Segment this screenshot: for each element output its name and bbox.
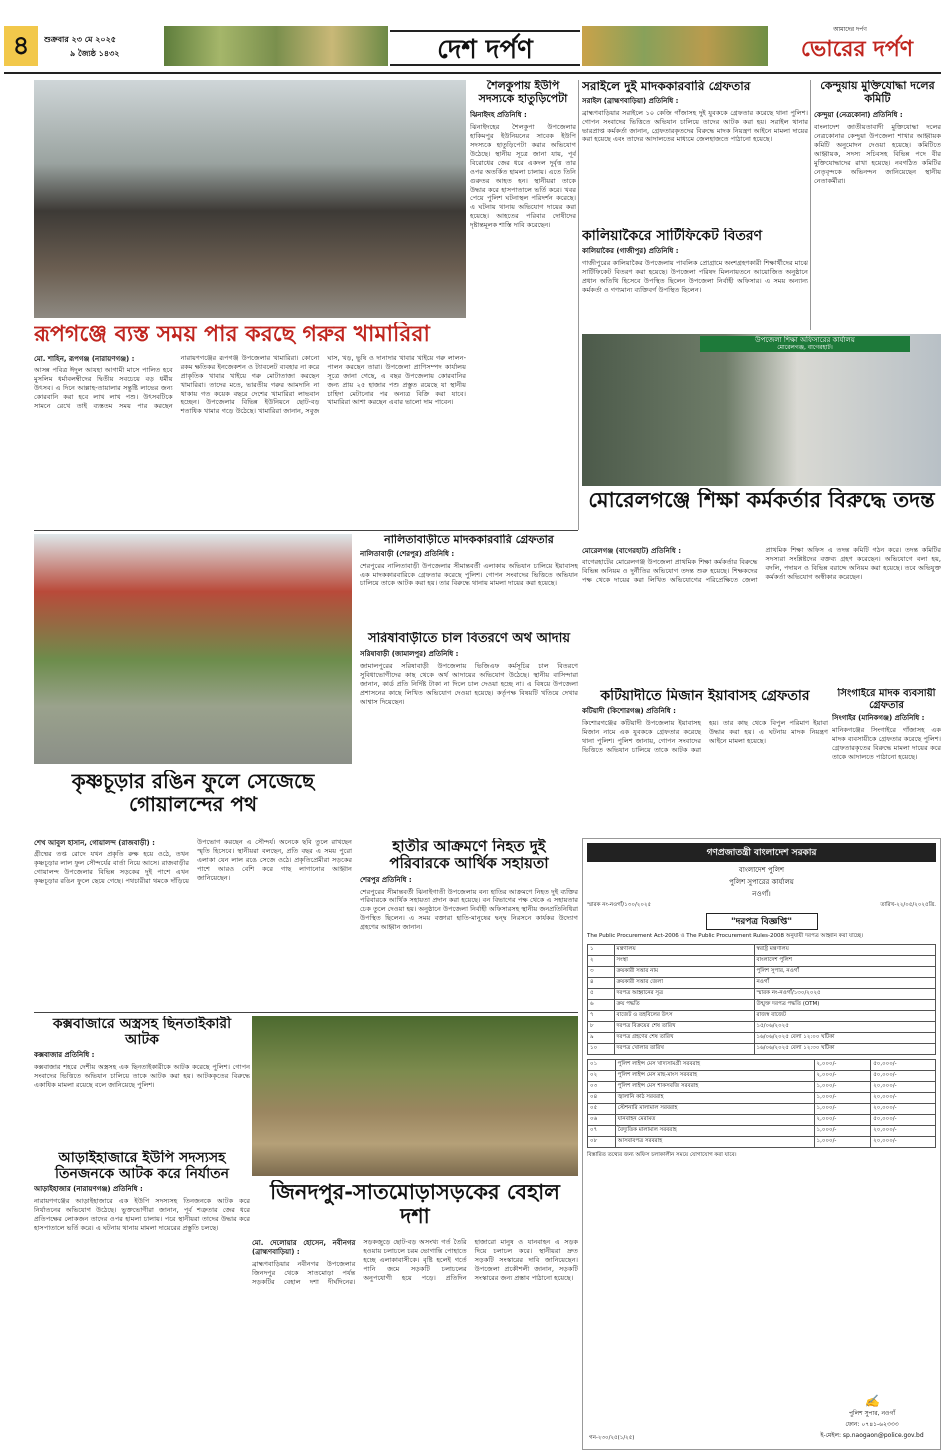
tender-info-table: [587, 944, 936, 1055]
tender-cell: ২,০০০/-: [814, 1115, 871, 1126]
tender-cell: ০৫: [588, 1104, 616, 1115]
road-story: [252, 1238, 578, 1450]
tender-cell: রাজস্ব বাজেট: [754, 1011, 935, 1022]
sarail-body: ব্রাহ্মণবাড়িয়ার সরাইলে ১০ কেজি গাঁজাসহ দুই যুবককে গ্রেফতার করেছে থানা পুলিশ। গোপন সংবাদের ভিত্তিতে অভিযান চালিয়ে তাদের আটক করা হয়। সরাইল থানার ভারপ্রাপ্ত কর্মকর্তা জানান, গ্রেফতারকৃতদের বিরুদ্ধে মাদক নিয়ন্ত্রণ আইনে মামলা দায়ের করা হয়েছে এবং তাদের আদালতের মাধ্যমে জেলহাজতে পাঠানো হয়েছে।: [582, 108, 808, 144]
upmember-story: [470, 80, 576, 530]
sarishabari-headline: সরিষাবাড়ীতে চাল বিতরণে অর্থ আদায়: [368, 632, 570, 646]
masthead-rule: [4, 72, 941, 74]
tender-cell: ২০,০০০/-: [871, 1082, 936, 1093]
sarishabari-byline: সরিষাবাড়ী (জামালপুর) প্রতিনিধি :: [360, 649, 459, 658]
tender-cell: নওগাঁ: [754, 978, 935, 989]
signature-mark: ✍: [864, 1394, 880, 1408]
tender-cell: যানবাহন মেরামত: [615, 1115, 814, 1126]
tender-footer-note: বিস্তারিত তথ্যের জন্য অফিস চলাকালীন সময়ে যোগাযোগ করা যাবে।: [587, 1152, 737, 1158]
tender-cell: দরপত্র আহ্বানের সূত্র: [614, 989, 754, 1000]
tender-signatory: পুলিশ সুপার, নওগাঁ: [848, 1410, 896, 1417]
katiadi-body: কিশোরগঞ্জের কটিয়াদী উপজেলায় ইয়াবাসহ মিজান নামে এক যুবককে গ্রেফতার করেছে থানা পুলিশ। পুলিশ জানায়, গোপন সংবাদের ভিত্তিতে অভিযান চালিয়ে তাকে আটক করা হয়। তার কাছ থেকে বিপুল পরিমাণ ইয়াবা উদ্ধার করা হয়। এ ঘটনায় মাদক নিয়ন্ত্রণ আইনে মামলা হয়েছে।: [582, 719, 828, 754]
kaliakoir-body: গাজীপুরের কালিয়াকৈর উপজেলায় পাবলিক প্রোগ্রামে অংশগ্রহণকারী শিক্ষার্থীদের মাঝে সার্টিফিকেট বিতরণ করা হয়েছে। উপজেলা পরিষদ মিলনায়তনে আয়োজিত অনুষ্ঠানে প্রধান অতিথি হিসেবে উপস্থিত ছিলেন উপজেলা নির্বাহী অফিসার। এ সময় অন্যান্য কর্মকর্তা ও গণ্যমান্য ব্যক্তিবর্গ উপস্থিত ছিলেন।: [582, 259, 808, 294]
tender-row: [588, 1000, 936, 1011]
sarishabari-body: জামালপুরের সরিষাবাড়ী উপজেলায় ভিজিএফ কর্মসূচির চাল বিতরণে সুবিধাভোগীদের কাছ থেকে অর্থ আদায়ের অভিযোগ উঠেছে। স্থানীয় বাসিন্দারা জানান, কার্ড প্রতি নির্দিষ্ট টাকা না দিলে চাল দেওয়া হচ্ছে না। এ বিষয়ে উপজেলা প্রশাসনের কাছে লিখিত অভিযোগ দেওয়া হয়েছে। কর্তৃপক্ষ বিষয়টি খতিয়ে দেখার আশ্বাস দিয়েছেন।: [360, 661, 578, 706]
tender-sub3: নওগাঁ।: [752, 890, 771, 898]
tender-cell: সংস্থা: [614, 956, 754, 967]
tender-cell: ৬: [588, 1000, 615, 1011]
office-sign-subtext: মোরেলগঞ্জ, বাগেরহাট।: [777, 344, 833, 351]
upmember-byline: ঝিনাইদহ প্রতিনিধি :: [470, 111, 527, 120]
singair-headline: সিংগাইরে মাদক ব্যবসায়ী গ্রেফতার: [837, 688, 936, 711]
tender-cell: পুলিশ সুপার, নওগাঁ: [754, 967, 935, 978]
coxsbazar-story: [34, 1016, 250, 1146]
katiadi-story: [582, 688, 828, 836]
tender-cell: ১০: [588, 1044, 615, 1055]
coxsbazar-byline: কক্সবাজার প্রতিনিধি :: [34, 1051, 95, 1060]
tender-cell: পুলিশ লাইন্স মেস শাকসবজি সরবরাহ: [615, 1082, 814, 1093]
divider-v2: [810, 80, 811, 330]
tender-row: [588, 1060, 936, 1071]
office-sign: [700, 336, 910, 352]
tender-cell: দরপত্র খোলার তারিখ: [614, 1044, 754, 1055]
tender-cell: ৭: [588, 1011, 615, 1022]
tender-cell: দরপত্র গ্রহণের শেষ তারিখ: [614, 1033, 754, 1044]
tender-row: [588, 1104, 936, 1115]
nalitabari-byline: নালিতাবাড়ী (শেরপুর) প্রতিনিধি :: [360, 549, 455, 558]
tender-header: গণপ্রজাতন্ত্রী বাংলাদেশ সরকার: [587, 843, 936, 862]
tender-cell: মন্ত্রণালয়: [614, 945, 754, 956]
tender-cell: ৩: [588, 967, 615, 978]
tender-cell: ৪: [588, 978, 615, 989]
tender-cell: পুলিশ লাইন্স মেস খাদ্যসামগ্রী সরবরাহ: [615, 1060, 814, 1071]
krishnachura-byline: শেখ আবুল হাসান, গোয়ালন্দ (রাজবাড়ী) :: [34, 839, 155, 847]
tender-cell: ৮: [588, 1022, 615, 1033]
tender-cell: ১,০০০/-: [814, 1082, 871, 1093]
tender-email: ই-মেইল: sp.naogaon@police.gov.bd: [820, 1432, 924, 1439]
elephant-story: [360, 838, 578, 1010]
road-body: ব্রাহ্মণবাড়িয়ার নবীনগর উপজেলার জিনদপুর থেকে সাতমোড়া পর্যন্ত সড়কটির বেহাল দশা দীর্ঘদিনের। সড়কজুড়ে ছোট-বড় অসংখ্য গর্ত তৈরি হওয়ায় চলাচলে চরম ভোগান্তি পোহাতে হচ্ছে এলাকাবাসীকে। বৃষ্টি হলেই গর্তে পানি জমে সড়কটি চলাচলের অনুপযোগী হয়ে পড়ে। প্রতিদিন হাজারো মানুষ ও যানবাহন এ সড়ক দিয়ে চলাচল করে। স্থানীয়রা দ্রুত সড়কটি সংস্কারের দাবি জানিয়েছেন। উপজেলা প্রকৌশলী জানান, সড়কটি সংস্কারের জন্য প্রস্তাব পাঠানো হয়েছে।: [252, 1238, 578, 1286]
date-line-1: শুক্রবার ২৩ মে ২০২৫: [44, 35, 116, 44]
tender-cell: পুলিশ লাইন্স মেস মাছ-মাংস সরবরাহ: [615, 1071, 814, 1082]
road-byline: মো. দেলোয়ার হোসেন, নবীনগর (ব্রাহ্মণবাড়িয়া) :: [252, 1239, 356, 1257]
tender-cell: ৯: [588, 1033, 615, 1044]
paper-tagline: আমাদের দর্পণ: [833, 26, 867, 33]
tender-cell: স্মারক নং-নওগাঁ/১৩০/২০২৫: [754, 989, 935, 1000]
tender-intro: The Public Procurement Act-2006 ও The Public Procurement Rules-2008 অনুযায়ী দরপত্র আহ্বান করা যাচ্ছে।: [587, 933, 864, 939]
education-office-photo: [582, 334, 941, 486]
tender-cell: ২: [588, 956, 615, 967]
tender-sub1: বাংলাদেশ পুলিশ: [738, 866, 785, 874]
singair-story: [832, 688, 941, 836]
tender-cell: ০১: [588, 1060, 616, 1071]
katiadi-headline: কটিয়াদীতে মিজান ইয়াবাসহ গ্রেফতার: [600, 688, 810, 704]
tender-row: [588, 1137, 936, 1148]
morrelganj-body: বাগেরহাটের মোরেলগঞ্জ উপজেলা প্রাথমিক শিক্ষা কর্মকর্তার বিরুদ্ধে বিভিন্ন অনিয়ম ও দুর্নীতির অভিযোগ তদন্ত শুরু হয়েছে। শিক্ষকদের পক্ষ থেকে দায়ের করা লিখিত অভিযোগের পরিপ্রেক্ষিতে জেলা প্রাথমিক শিক্ষা অফিস এ তদন্ত কমিটি গঠন করে। তদন্ত কমিটির সদস্যরা সংশ্লিষ্টদের বক্তব্য গ্রহণ করেছেন। অভিযোগে বলা হয়, বদলি, পদায়ন ও বিভিন্ন বরাদ্দে অনিয়ম করা হয়েছে। তবে অভিযুক্ত কর্মকর্তা অভিযোগ অস্বীকার করেছেন।: [582, 546, 941, 585]
tender-row: [588, 1071, 936, 1082]
tender-row: [588, 1044, 936, 1055]
masthead: [0, 0, 945, 76]
tender-cell: ০৪: [588, 1093, 616, 1104]
tender-row: [588, 1022, 936, 1033]
cattle-body: আসন্ন পবিত্র ঈদুল আযহা আগামী মাসে পালিত হবে মুসলিম ধর্মাবলম্বীদের দ্বিতীয় সবচেয়ে বড় ধর্মীয় উৎসব। এ দিনে আল্লাহ-তায়ালার সন্তুষ্টি লাভের জন্য কোরবানি করা হবে লাখ লাখ পশু। উৎসবটিকে সামনে রেখে তাই ব্যস্ততম সময় পার করছেন নারায়ণগঞ্জের রূপগঞ্জ উপজেলার খামারিরা। কোনো রকম ক্ষতিকর ইনজেকশন ও ট্যাবলেট ব্যবহার না করে প্রাকৃতিক খাবার খাইয়ে গরু মোটাতাজা করছেন খামারিরা। তাদের মতে, ভারতীয় গরুর আমদানি না থাকায় গত কয়েক বছরে দেশের খামারিরা লাভবান হচ্ছেন। উপজেলার বিভিন্ন ইউনিয়নে ছোট-বড় শতাধিক খামার গড়ে উঠেছে। খামারিরা জানান, সবুজ ঘাস, খড়, ভুষি ও দানাদার খাবার খাইয়ে গরু লালন-পালন করছেন তারা। উপজেলা প্রাণিসম্পদ কার্যালয় সূত্রে জানা গেছে, এ বছর উপজেলায় কোরবানির জন্য প্রায় ২৫ হাজার পশু প্রস্তুত রয়েছে যা স্থানীয় চাহিদা মেটানোর পর অন্যত্র বিক্রি করা যাবে। খামারিরা আশা করছেন এবার ভালো দাম পাবেন।: [34, 354, 466, 416]
elephant-byline: শেরপুর প্রতিনিধি :: [360, 875, 412, 884]
krishnachura-photo: [34, 534, 352, 764]
coxsbazar-body: কক্সবাজার শহরে দেশীয় অস্ত্রসহ এক ছিনতাইকারীকে আটক করেছে পুলিশ। গোপন সংবাদের ভিত্তিতে অভিযান চালিয়ে তাকে আটক করা হয়। আটককৃতের বিরুদ্ধে একাধিক মামলা রয়েছে বলে জানিয়েছে পুলিশ।: [34, 1063, 250, 1089]
tender-lot-table: [587, 1059, 936, 1148]
sarail-byline: সরাইল (ব্রাহ্মণবাড়িয়া) প্রতিনিধি :: [582, 96, 679, 105]
upmember-headline: শৈলকুপায় ইউপি সদস্যকে হাতুড়িপেটা: [478, 80, 568, 105]
tender-cell: স্টেশনারি মালামাল সরবরাহ: [615, 1104, 814, 1115]
cattle-headline: রূপগঞ্জে ব্যস্ত সময় পার করছে গরুর খামারিরা: [34, 322, 430, 347]
tender-cell: ক্রয়কারী সত্তার জেলা: [614, 978, 754, 989]
tender-cell: ১,০০০/-: [814, 1137, 871, 1148]
tender-cell: ০২: [588, 1071, 616, 1082]
cattle-byline: মো. শাহিন, রূপগঞ্জ (নারায়ণগঞ্জ) :: [34, 355, 135, 363]
tender-cell: স্বরাষ্ট্র মন্ত্রণালয়: [754, 945, 935, 956]
sarishabari-story: [360, 632, 578, 832]
divider-v1: [578, 80, 579, 530]
kendua-story: [814, 80, 941, 330]
nalitabari-story: [360, 534, 578, 630]
page-number: ৪: [4, 26, 38, 66]
tender-cell: বৈদ্যুতিক মালামাল সরবরাহ: [615, 1126, 814, 1137]
morrelganj-byline: মোরেলগঞ্জ (বাগেরহাট) প্রতিনিধি :: [582, 547, 681, 555]
masthead-photo-strip-right: [582, 26, 768, 66]
tender-row: [588, 945, 936, 956]
tender-cell: বাজেট ও তহবিলের উৎস: [614, 1011, 754, 1022]
tender-cell: ০৩: [588, 1082, 616, 1093]
tender-cell: ৫০,০০০/-: [871, 1071, 936, 1082]
krishnachura-body: গ্রীষ্মের তপ্ত রোদে যখন প্রকৃতি রুক্ষ হয়ে ওঠে, তখন কৃষ্ণচূড়ার লাল ফুল সৌন্দর্যের বার্তা নিয়ে আসে। রাজবাড়ীর গোয়ালন্দ উপজেলার বিভিন্ন সড়কের দুই পাশে এখন কৃষ্ণচূড়ার রঙিন ফুলে ছেয়ে গেছে। পথচারীরা থমকে দাঁড়িয়ে উপভোগ করছেন এ সৌন্দর্য। অনেকে ছবি তুলে রাখছেন স্মৃতি হিসেবে। স্থানীয়রা বলছেন, প্রতি বছর এ সময় পুরো এলাকা যেন লাল রঙে সেজে ওঠে। প্রকৃতিপ্রেমীরা সড়কের পাশে আরও বেশি করে গাছ লাগানোর আহ্বান জানিয়েছেন।: [34, 838, 352, 886]
tender-memo: স্মারক নং-নওগাঁ/১৩০/২০২৫: [587, 902, 652, 908]
tender-row: [588, 967, 936, 978]
tender-cell: ১,০০০/-: [814, 1093, 871, 1104]
tender-cell: ২০,০০০/-: [871, 1137, 936, 1148]
tender-cell: ৫: [588, 989, 615, 1000]
coxsbazar-headline: কক্সবাজারে অস্ত্রসহ ছিনতাইকারী আটক: [52, 1016, 232, 1049]
araihazar-story: [34, 1150, 250, 1450]
tender-cell: ১,০০০/-: [814, 1126, 871, 1137]
kaliakoir-headline: কালিয়াকৈরে সার্টিফিকেট বিতরণ: [582, 228, 763, 244]
araihazar-body: নারায়ণগঞ্জের আড়াইহাজারে এক ইউপি সদস্যসহ তিনজনকে আটক করে নির্যাতনের অভিযোগ উঠেছে। ভুক্তভোগীরা জানান, পূর্ব শত্রুতার জের ধরে প্রতিপক্ষের লোকজন তাদের ওপর হামলা চালায়। পরে স্থানীয়রা তাদের উদ্ধার করে হাসপাতালে ভর্তি করে। এ ঘটনায় থানায় মামলা দায়েরের প্রস্তুতি চলছে।: [34, 1197, 250, 1232]
tender-cell: ২০,০০০/-: [871, 1104, 936, 1115]
tender-row: [588, 1093, 936, 1104]
tender-cell: ১: [588, 945, 615, 956]
tender-cell: ০৮: [588, 1137, 616, 1148]
tender-row: [588, 1126, 936, 1137]
tender-cell: ২,০০০/-: [814, 1071, 871, 1082]
morrelganj-story: [582, 546, 941, 686]
tender-row: [588, 1033, 936, 1044]
tender-date: তারিখ-২২/০৫/২০২৫খ্রি.: [880, 902, 936, 908]
section-title: দেশ দর্পণ: [390, 30, 580, 66]
tender-cell: ৫০,০০০/-: [871, 1060, 936, 1071]
singair-byline: সিংগাইর (মানিকগঞ্জ) প্রতিনিধি :: [832, 714, 925, 722]
tender-cell: আসবাবপত্র সরবরাহ: [615, 1137, 814, 1148]
masthead-photo-strip-left: [164, 26, 388, 66]
tender-row: [588, 956, 936, 967]
katiadi-byline: কটিয়াদী (কিশোরগঞ্জ) প্রতিনিধি :: [582, 707, 676, 716]
cattle-story: [34, 354, 466, 528]
tender-cell: দরপত্র বিক্রয়ের শেষ তারিখ: [614, 1022, 754, 1033]
tender-row: [588, 989, 936, 1000]
morrelganj-headline: মোরেলগঞ্জে শিক্ষা কর্মকর্তার বিরুদ্ধে তদন্ত: [588, 488, 935, 512]
tender-cell: ক্রয়কারী সত্তার নাম: [614, 967, 754, 978]
road-headline: জিনদপুর-সাতমোড়াসড়কের বেহাল দশা: [270, 1180, 560, 1229]
tender-cell: ১৬/০৬/২০২৫ বেলা ১২:৩০ ঘটিকা: [754, 1044, 935, 1055]
elephant-body: শেরপুরের সীমান্তবর্তী ঝিনাইগাতী উপজেলায় বন্য হাতির আক্রমণে নিহত দুই ব্যক্তির পরিবারকে আর্থিক সহায়তা প্রদান করা হয়েছে। বন বিভাগের পক্ষ থেকে এ সহায়তার চেক তুলে দেওয়া হয়। অনুষ্ঠানে উপজেলা নির্বাহী অফিসারসহ স্থানীয় জনপ্রতিনিধিরা উপস্থিত ছিলেন। এ সময় বক্তারা হাতি-মানুষের দ্বন্দ্ব নিরসনে কার্যকর উদ্যোগ গ্রহণের আহ্বান জানান।: [360, 887, 578, 932]
tender-phone: ফোন: ০৭৪১-৬২৩৩৩: [845, 1421, 899, 1428]
paper-logo: ভোরের দর্পণ: [800, 37, 914, 62]
tender-cell: ০৭: [588, 1126, 616, 1137]
tender-title: "দরপত্র বিজ্ঞপ্তি": [706, 913, 818, 930]
krishnachura-headline: কৃষ্ণচূড়ার রঙিন ফুলে সেজেছে গোয়ালন্দের পথ: [71, 770, 315, 816]
kendua-body: বাংলাদেশ জাতীয়তাবাদী মুক্তিযোদ্ধা দলের নেত্রকোনার কেন্দুয়া উপজেলা শাখার আহ্বায়ক কমিটি অনুমোদন দেওয়া হয়েছে। কমিটিতে আহ্বায়ক, সদস্য সচিবসহ বিভিন্ন পদে বীর মুক্তিযোদ্ধাদের রাখা হয়েছে। নবগঠিত কমিটির নেতৃবৃন্দকে অভিনন্দন জানিয়েছেন স্থানীয় নেতাকর্মীরা।: [814, 123, 941, 185]
kendua-headline: কেন্দুয়ায় মুক্তিযোদ্ধা দলের কমিটি: [820, 80, 935, 105]
nalitabari-headline: নালিতাবাড়ীতে মাদককারবারি গ্রেফতার: [384, 534, 554, 546]
office-sign-text: উপজেলা শিক্ষা অফিসারের কার্যালয়: [755, 336, 855, 344]
kaliakoir-byline: কালিয়াকৈর (গাজীপুর) প্রতিনিধি :: [582, 247, 679, 256]
tender-row: [588, 978, 936, 989]
divider-h1: [34, 530, 578, 531]
kaliakoir-story: [582, 228, 808, 334]
tender-cell: ১৫/০৬/২০২৫: [754, 1022, 935, 1033]
tender-cell: ২০,০০০/-: [871, 1093, 936, 1104]
divider-h2: [34, 1012, 578, 1013]
road-photo: [252, 1016, 578, 1176]
tender-sub2: পুলিশ সুপারের কার্যালয়: [729, 878, 794, 886]
kendua-byline: কেন্দুয়া (নেত্রকোনা) প্রতিনিধি :: [814, 111, 903, 120]
tender-cell: বাংলাদেশ পুলিশ: [754, 956, 935, 967]
tender-cell: ১৬/০৬/২০২৫ বেলা ১২:০০ ঘটিকা: [754, 1033, 935, 1044]
tender-adcode: গন-২৩০/২৫(১/২৫): [589, 1435, 635, 1441]
tender-cell: ৫০,০০০/-: [871, 1115, 936, 1126]
tender-cell: উন্মুক্ত দরপত্র পদ্ধতি (OTM): [754, 1000, 935, 1011]
sarail-headline: সরাইলে দুই মাদককারবারি গ্রেফতার: [582, 80, 751, 93]
tender-notice: [582, 838, 941, 1450]
date-line-2: ৯ জ্যৈষ্ঠ ১৪৩২: [70, 49, 120, 58]
tender-cell: ০৬: [588, 1115, 616, 1126]
tender-row: [588, 1082, 936, 1093]
tender-cell: ক্রয় পদ্ধতি: [614, 1000, 754, 1011]
araihazar-headline: আড়াইহাজারে ইউপি সদস্যসহ তিনজনকে আটক করে নির্যাতন: [54, 1150, 229, 1183]
upmember-body: ঝিনাইদহের শৈলকুপা উপজেলার হাকিমপুর ইউনিয়নের সাবেক ইউপি সদস্যকে হাতুড়িপেটা করার অভিযোগ উঠেছে। স্থানীয় সূত্রে জানা যায়, পূর্ব বিরোধের জের ধরে একদল দুর্বৃত্ত তার ওপর অতর্কিত হামলা চালায়। এতে তিনি গুরুতর আহত হন। স্থানীয়রা তাকে উদ্ধার করে হাসপাতালে ভর্তি করে। খবর পেয়ে পুলিশ ঘটনাস্থল পরিদর্শন করেছে। এ ঘটনায় থানায় অভিযোগ দায়ের করা হয়েছে। আহতের পরিবার দোষীদের দৃষ্টান্তমূলক শাস্তি দাবি করেছেন।: [470, 123, 576, 230]
tender-cell: ১,০০০/-: [814, 1104, 871, 1115]
araihazar-byline: আড়াইহাজার (নারায়ণগঞ্জ) প্রতিনিধি :: [34, 1185, 143, 1194]
nalitabari-body: শেরপুরের নালিতাবাড়ী উপজেলার সীমান্তবর্তী এলাকায় অভিযান চালিয়ে ইয়াবাসহ এক মাদককারবারিকে গ্রেফতার করেছে পুলিশ। গোপন সংবাদের ভিত্তিতে অভিযান চালিয়ে তাকে আটক করা হয়। তার বিরুদ্ধে থানায় মামলা দায়ের করা হয়েছে।: [360, 561, 578, 588]
elephant-headline: হাতীর আক্রমণে নিহত দুই পরিবারকে আর্থিক সহায়তা: [389, 838, 549, 873]
tender-cell: জ্বালানি কাঠ সরবরাহ: [615, 1093, 814, 1104]
tender-cell: ২,০০০/-: [814, 1060, 871, 1071]
tender-row: [588, 1115, 936, 1126]
tender-cell: ২০,০০০/-: [871, 1126, 936, 1137]
tender-row: [588, 1011, 936, 1022]
cattle-farm-photo: [34, 80, 466, 318]
singair-body: মানিকগঞ্জের সিংগাইরে গাঁজাসহ এক মাদক ব্যবসায়ীকে গ্রেফতার করেছে পুলিশ। গ্রেফতারকৃতের বিরুদ্ধে মামলা দায়ের করে তাকে আদালতে পাঠানো হয়েছে।: [832, 726, 941, 761]
krishnachura-story: [34, 838, 352, 1010]
